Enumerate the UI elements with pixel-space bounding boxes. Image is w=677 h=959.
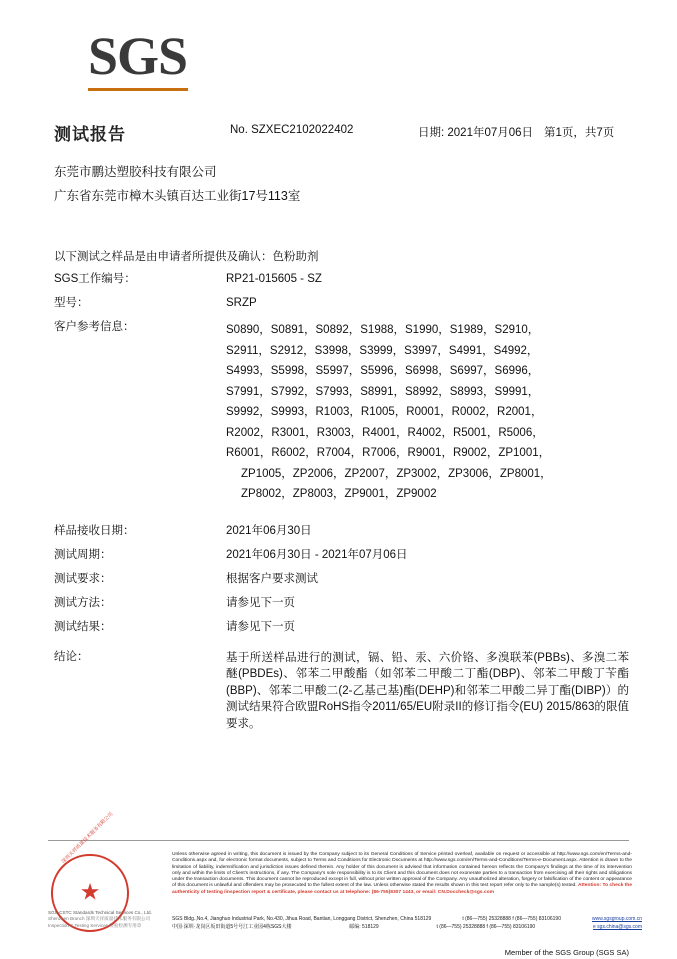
list-item: S7991，S7992，S7993，S8991，S8992，S8993，S9991， [226, 385, 540, 398]
field-value: SRZP [226, 297, 257, 309]
report-number: No. SZXEC2102022402 [230, 124, 354, 136]
client-company-address: 广东省东莞市樟木头镇百达工业街17号113室 [54, 189, 301, 203]
field-row-test-method [54, 596, 629, 611]
field-value: 2021年06月30日 - 2021年07月06日 [226, 548, 408, 561]
list-item: R2002，R3001，R3003，R4001，R4002，R5001，R5006， [226, 426, 544, 439]
field-row-test-period [54, 548, 629, 563]
report-title-row [54, 120, 629, 146]
field-label: 测试周期： [54, 548, 112, 561]
field-value: 请参见下一页 [226, 620, 295, 633]
field-row-model [54, 296, 629, 311]
company-stamp [48, 811, 166, 936]
stamp-line: Inspection & Testing Services 检验检测专用章 [48, 922, 142, 928]
client-reference-values [226, 320, 629, 505]
address-cn: 中国·深圳·龙岗区坂田街道5号号江工业园4栋SGS大楼 [172, 923, 292, 930]
stamp-line: Shenzhen Branch 深圳天祥质量技术服务有限公司 [48, 916, 151, 922]
sgs-logo-bar [88, 88, 185, 91]
page-title: 测试报告 [54, 125, 126, 144]
field-value: RP21-015605 - SZ [226, 273, 322, 285]
address-row-cn [172, 924, 642, 932]
field-label: 结论： [54, 650, 89, 663]
field-row-conclusion [54, 650, 629, 733]
report-fields [54, 272, 629, 741]
field-label: 测试方法： [54, 596, 112, 609]
sgs-logo-bar-dot [185, 88, 188, 91]
stamp-arc-text: 深圳天祥质量技术服务有限公司 [60, 811, 115, 865]
conclusion-text: 基于所送样品进行的测试，镉、铅、汞、六价铬、多溴联苯(PBBs)、多溴二苯醚(PBDEs)、邻苯二甲酸酯（如邻苯二甲酸二丁酯(DBP)、邻苯二甲酸丁苄酯(BBP)、邻苯二甲酸二(2-乙基己基)酯(DEHP)和邻苯二甲酸二异丁酯(DIBP)）的测试结果符合欧盟RoHS指令2011/65/EU附录II的修订指令(EU) 2015/863的限值要求。 [226, 651, 629, 730]
field-label: 客户参考信息： [54, 321, 135, 333]
list-item: R6001，R6002，R7004，R7006，R9001，R9002，ZP1001， [226, 447, 551, 459]
address-cn-zip: 邮编: 518129 [349, 923, 379, 930]
field-row-test-result [54, 620, 629, 635]
address-cn-email[interactable]: e sgs.china@sgs.com [593, 923, 642, 930]
footer-address-block [172, 916, 642, 931]
footer-divider [48, 840, 629, 841]
disclaimer-attention[interactable]: Attention: To check the authenticity of testing /inspection report & certificate, please contact us at telephone: (86-755)8307 1443, or email: CN.Doccheck@sgs.com [172, 883, 632, 895]
list-item: ZP8002，ZP8003，ZP9001，ZP9002 [241, 488, 437, 500]
address-website[interactable]: www.sgsgroup.com.cn [591, 916, 642, 922]
address-row-en [172, 916, 642, 924]
list-item: S9992，S9993，R1003，R1005，R0001，R0002，R2001， [226, 406, 543, 418]
field-label: 测试结果： [54, 620, 112, 633]
client-company-name: 东莞市鹏达塑胶科技有限公司 [54, 165, 217, 179]
field-value: 请参见下一页 [226, 596, 295, 609]
stamp-caption [48, 910, 174, 929]
sgs-logo [88, 28, 288, 92]
field-row-test-request [54, 572, 629, 587]
footer-disclaimer [172, 852, 632, 896]
field-label: 型号： [54, 297, 89, 309]
field-label: 测试要求： [54, 572, 112, 585]
report-date: 日期: 2021年07月06日 [418, 127, 534, 139]
address-cn-phone: t (86—755) 25328888 f (86—755) 83106190 [436, 923, 536, 930]
disclaimer-text: Unless otherwise agreed in writing, this document is issued by the Company subject to its General Conditions of Service printed overleaf, available on request or accessible at http://www.sgs.com/en/Terms-and-Conditions.aspx and, for electronic format documents, subject to Terms and Conditions for Electronic Documents at http://www.sgs.com/en/Terms-and-Conditions/Terms-e-Document.aspx. Attention is drawn to the limitation of liability, indemnification and jurisdiction issues defined therein. Any holder of this document is advised that information contained hereon reflects the Company's findings at the time of its intervention only and within the limits of Client's instructions, if any. The Company's sole responsibility is to its Client and this document does not exonerate parties to a transaction from exercising all their rights and obligations under the transaction documents. This document cannot be reproduced except in full, without prior written approval of the Company. Any unauthorized alteration, forgery or falsification of the content or appearance of this document is unlawful and offenders may be prosecuted to the fullest extent of the law. Unless otherwise stated the results shown in this test report refer only to the sample(s) tested. [172, 852, 632, 889]
field-label: SGS工作编号： [54, 273, 136, 285]
page-counter: 第1页，共7页 [544, 127, 615, 139]
address-phone: t (86—755) 25328888 f (86—755) 83106190 [462, 916, 561, 922]
stamp-line: SGS-CSTC Standards Technical Services Co., Ltd. [48, 910, 152, 915]
field-value: 2021年06月30日 [226, 524, 312, 537]
list-item: ZP1005，ZP2006，ZP2007，ZP3002，ZP3006，ZP8001， [241, 467, 552, 480]
field-label: 样品接收日期： [54, 524, 135, 537]
member-of-group-line: Member of the SGS Group (SGS SA) [504, 948, 629, 957]
field-row-receive-date [54, 524, 629, 539]
list-item: S4993，S5998，S5997，S5996，S6998，S6997，S6996， [226, 365, 540, 377]
star-icon: ★ [79, 878, 101, 905]
list-item: S0890，S0891，S0892，S1988，S1990，S1989，S2910， [226, 324, 540, 336]
field-value: 根据客户要求测试 [226, 572, 318, 585]
sample-declaration: 以下测试之样品是由申请者所提供及确认：色粉助剂 [54, 251, 319, 263]
list-item: S2911，S2912，S3998，S3999，S3997，S4991，S4992， [226, 344, 539, 357]
sgs-logo-text: SGS [88, 26, 188, 86]
field-row-job-number [54, 272, 629, 287]
address-en: SGS Bldg.,No.4, Jianghuo Industrial Park, No.430, Jihua Road, Bantian, Longgang District, Shenzhen, China 518129 [172, 916, 432, 922]
field-row-client-reference [54, 320, 629, 505]
